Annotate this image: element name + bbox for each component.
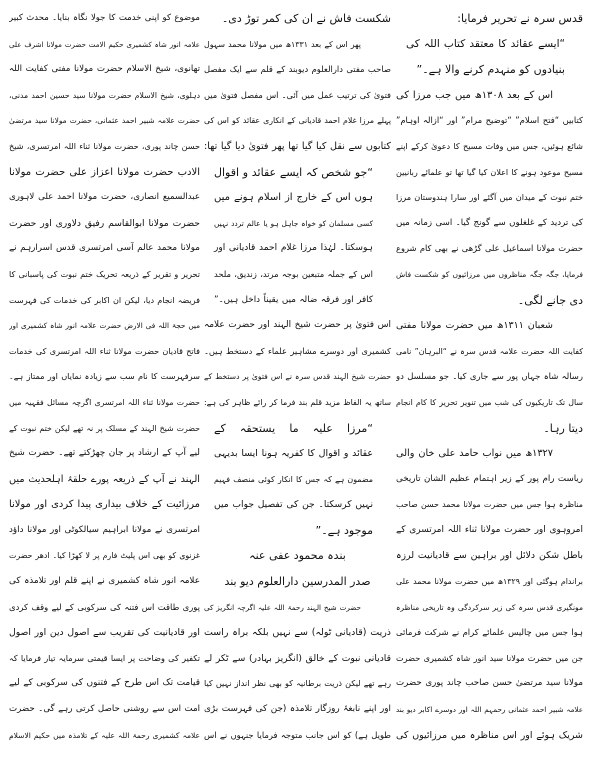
line-text: شائع ہوئیں، جس میں وفات مسیح کا دعویٰ کرکے اپنے [396,140,583,151]
line-text: “مرزا علیہ ما یستحقہ کے [214,421,373,435]
line-text: لیے آپ کے ارشاد پر جان چھڑکتے تھے۔ حضرت شیخ [9,448,200,459]
line-text: الہند نے آپ کے ذریعہ پورے حلقۂ اہلحدیث میں [9,473,200,485]
line-text: عبدالسمیع انصاری، حضرت مولانا احمد علی لاہوری [9,192,200,203]
text-line-middle [204,518,391,544]
line-text: فتویٰ کی ترتیب عمل میں آئی۔ اس مفصل فتویٰ میں [204,89,391,100]
text-line-right [396,492,583,518]
line-text: فاتح قادیان حضرت مولانا ثناء اللہ امرتسری کی خدمات [9,345,200,356]
text-line-middle [204,620,391,646]
text-line-left [9,83,200,109]
text-line-right [396,595,583,621]
line-text: پھر اس کے بعد ۱۳۳۱ھ میں مولانا محمد سہول [204,39,361,49]
line-text: کفایت اللہ حضرت علامہ قدس سرہ نے “البرہان” نامی [396,346,583,356]
text-line-left [9,211,200,237]
line-text: کسی مسلمان کو خواہ جاہل ہو یا عالم تردد نہیں [214,218,373,228]
line-text: قادیانی نبوت کے خالق (انگریز بہادر) سے ٹکر لے [204,652,391,664]
text-line-left [9,288,200,314]
line-text: قدس سرہ نے تحریر فرمایا: [457,12,583,25]
text-line-middle [204,236,391,262]
line-text: حضرت علامہ شبیر احمد عثمانی، حضرت مولانا سید مرتضیٰ [9,116,200,126]
text-line-middle [204,108,391,134]
line-text: علامہ انور شاہ کشمیری حکیم الامت حضرت مولانا اشرف علی [9,39,200,49]
line-text: طویل ہے) کو اس جانب متوجہ فرمایا جنہوں نے اس [204,729,391,740]
line-text: براندام ہوگئی اور ۱۳۲۹ھ میں حضرت مولانا محمد علی [396,577,583,587]
text-line-right [396,339,583,365]
line-text: موجود ہے۔” [315,523,373,537]
text-line-middle [204,185,391,211]
text-line-left [9,262,200,288]
line-text: سال تک تاریکیوں کی شب میں تنویر تحریر کا کام انجام [396,397,583,407]
text-line-middle [204,390,391,416]
line-text: “ایسے عقائد کا معتقد کتاب اللہ کی [406,37,565,50]
line-text: ختم نبوت کے میدان میں آگئے اور سارا ہندوستان مرزا [396,192,583,203]
line-text: قیامت تک اس طرح کے فتنوں کی سرکوبی کے لیے [9,678,200,689]
text-line-left [9,57,200,83]
text-line-right [396,364,583,390]
line-text: باطل شکن دلائل اور براہین سے قادیانیت لرزہ [396,550,583,562]
line-text: مضمون ہے کہ جس کا انکار کوئی منصف فہیم [214,474,373,484]
line-text: اور قادیانیت کی تقریب سے اصول دین اور اصول [9,627,200,639]
line-text: بندہ محمود عفی عنہ [249,549,346,563]
text-line-left [9,671,200,697]
column-left [9,6,200,748]
line-text: حضرت شیخ الہند رحمۃ اللہ علیہ اگرچہ انگریز کی [204,602,361,612]
text-line-right [396,671,583,697]
text-line-right [396,467,583,493]
text-line-right [396,441,583,467]
text-line-middle [204,6,391,32]
text-line-right [396,262,583,288]
line-text: پہلے مرزا غلام احمد قادیانی کے انکاری عقائد کو اس کی [204,116,391,126]
text-line-right [396,211,583,237]
text-line-middle [204,83,391,109]
text-line-right [396,185,583,211]
line-text: شریک ہوئے اور اس مناظرہ میں مرزائیوں کی [396,729,583,741]
line-text: حضرت مولانا ابوالقاسم رفیق دلاوری اور حضرت [9,217,200,229]
line-text: جن میں حضرت مولانا سید انور شاہ کشمیری حضرت [396,652,583,663]
line-text: “جو شخص کہ ایسے عقائد و اقوال [214,165,373,179]
line-text: ہوا جس میں چالیس علمائے کرام نے شرکت فرمائی [396,627,583,638]
line-text: امروہوی اور حضرت مولانا ثناء اللہ امرتسری کے [396,524,583,535]
line-text: صدر المدرسین دارالعلوم دیو بند [224,575,371,589]
text-line-right [396,108,583,134]
text-line-right [396,390,583,416]
line-text: اس کے بعد ۱۳۰۸ھ میں جب مرزا کی [396,89,553,101]
text-line-left [9,492,200,518]
line-text: فریضہ انجام دیا، لیکن ان اکابر کی خدمات کی فہرست [9,294,200,305]
text-line-left [9,390,200,416]
text-line-left [9,108,200,134]
line-text: نہیں کرسکتا۔ جن کی تفصیل جواب میں [214,499,373,511]
text-line-middle [204,32,391,58]
text-line-right [396,569,583,595]
line-text: ۱۳۲۷ھ میں نواب حامد علی خان والی [396,448,553,460]
text-line-left [9,723,200,749]
text-line-middle [204,339,391,365]
line-text: کتابوں سے نقل کیا گیا تھا پھر فتویٰ دیا گیا تھا: [204,140,391,152]
text-line-middle [204,416,391,442]
text-line-right [396,32,583,58]
text-line-middle [204,160,391,186]
text-line-middle [204,313,391,339]
line-text: ہوں اس کے خارج از اسلام ہونے میں [214,192,373,204]
text-line-left [9,134,200,160]
text-line-left [9,543,200,569]
text-line-left [9,160,200,186]
line-text: دہلوی، شیخ الاسلام حضرت مولانا سید حسین احمد مدنی، [9,90,200,100]
line-text: علامہ انور شاہ کشمیری نے اپنے قلم اور تلامذہ کی [9,576,200,587]
text-line-middle [204,595,391,621]
text-line-right [396,57,583,83]
text-line-right [396,134,583,160]
line-text: غزنوی کو بھی اس پلیٹ فارم پر لا کھڑا کیا۔ ادھر حضرت [9,551,200,561]
text-line-left [9,339,200,365]
text-line-middle [204,288,391,314]
text-line-middle [204,492,391,518]
line-text: دی جانے لگی۔ [517,293,583,307]
line-text: کشمیری اور دوسرے مشاہیر علماء کے دستخط ہیں۔ [204,345,391,356]
text-line-right [396,416,583,442]
text-line-left [9,364,200,390]
line-text: صاحب مفتی دارالعلوم دیوبند کے قلم سے ایک مفصل [204,64,391,75]
line-text: اور اپنے نابغۂ روزگار تلامذہ (جن کی فہرست بڑی [204,704,391,715]
text-line-middle [204,543,391,569]
text-line-middle [204,57,391,83]
line-text: ذریت (قادیانی ٹولہ) سے نہیں بلکہ براہ راست [204,627,391,639]
line-text: مناظرہ ہوا جس میں حضرت مولانا محمد حسن صاحب [396,500,583,510]
line-text: امرتسری نے مولانا ابراہیم سیالکوٹی اور مولانا داؤد [9,524,200,535]
line-text: پوری طاقت اس فتنہ کی سرکوبی کے لیے وقف کردی [9,601,200,612]
line-text: حسن چاند پوری، حضرت مولانا ثناء اللہ امرتسری، شیخ [9,140,200,151]
column-right [396,6,583,748]
text-line-left [9,595,200,621]
text-line-middle [204,646,391,672]
line-text: ساتھ یہ الفاظ مزید قلم بند فرما کر رائے ظاہر کی ہے: [204,397,391,407]
column-middle [204,6,391,748]
text-line-right [396,543,583,569]
text-line-right [396,83,583,109]
text-line-middle [204,723,391,749]
line-text: ریاست رام پور کے زیر اہتمام عظیم الشان تاریخی [396,473,583,484]
text-line-middle [204,262,391,288]
text-line-left [9,416,200,442]
line-text: اس فتویٰ پر حضرت شیخ الہند اور حضرت علامہ [204,320,391,331]
text-line-middle [204,569,391,595]
line-text: مسیح موعود ہونے کا اعلان کیا گیا تھا تو علمائے ربانیین [396,167,583,177]
text-line-right [396,236,583,262]
line-text: امت اس سے روشنی حاصل کرتی رہے گی۔ حضرت [9,704,200,715]
line-text: میں حجۃ اللہ فی الارض حضرت علامہ انور شاہ کشمیری اور [9,321,200,331]
text-line-left [9,569,200,595]
text-line-right [396,288,583,314]
line-text: سرفہرست کا نام سب سے زیادہ نمایاں اور ممتاز ہے۔ [9,371,200,382]
text-line-right [396,160,583,186]
text-line-left [9,697,200,723]
text-line-left [9,518,200,544]
text-line-left [9,6,200,32]
text-line-middle [204,441,391,467]
text-line-middle [204,467,391,493]
line-text: تھانوی، شیخ الاسلام حضرت مولانا مفتی کفایت اللہ [9,64,200,75]
line-text: عقائد و اقوال کا کفریہ ہونا ایسا بدیہی [214,448,373,460]
text-line-middle [204,697,391,723]
text-line-right [396,6,583,32]
line-text: الادب حضرت مولانا اعزاز علی حضرت مولانا [9,166,200,178]
text-line-middle [204,671,391,697]
line-text: مرزائیت کے خلاف بیداری پیدا کردی اور مولانا [9,499,200,511]
text-line-right [396,313,583,339]
line-text: اس کے جملہ متبعین بوجہ مرتد، زندیق، ملحد [214,268,373,279]
line-text: فرمایا، جگہ جگہ مناظروں میں مرزائیوں کو شکست فاش [396,269,583,279]
line-text: حضرت مولانا اسماعیل علی گڑھی نے بھی کام شروع [396,243,583,254]
text-line-right [396,646,583,672]
text-line-left [9,185,200,211]
text-line-middle [204,364,391,390]
line-text: ہوسکتا۔ لہٰذا مرزا غلام احمد قادیانی اور [214,243,373,254]
text-line-left [9,620,200,646]
text-line-left [9,313,200,339]
line-text: علامہ کشمیری رحمۃ اللہ علیہ کے تلامذہ میں حکیم الاسلام [9,730,200,740]
line-text: علامہ شبیر احمد عثمانی رحمہم اللہ اور دوسرے اکابر دیو بند [396,705,583,715]
text-line-left [9,32,200,58]
line-text: کتابیں “فتح اسلام” “توضیح مرام” اور “ازالہ اوہام” [396,115,583,126]
line-text: حضرت مولانا ثناء اللہ امرتسری اگرچہ مسائل فقہیہ میں [9,397,200,407]
line-text: مونگیری قدس سرہ کی زیر سرکردگی وہ تاریخی مناظرہ [396,602,583,612]
line-text: موضوع کو اپنی خدمت کا جولا نگاہ بنایا۔ محدث کبیر [9,13,200,23]
text-line-left [9,441,200,467]
line-text: کی تردید کے غلغلوں سے گونج گیا۔ اسی زمانہ میں [396,217,583,228]
line-text: دیتا رہا۔ [543,421,583,435]
text-line-left [9,646,200,672]
line-text: تکفیر کی وضاحت پر ایسا قیمتی سرمایہ تیار فرمایا کہ [9,652,200,663]
line-text: بنیادوں کو منہدم کرنے والا ہے۔” [416,63,565,77]
text-line-right [396,620,583,646]
text-line-middle [204,211,391,237]
line-text: تحریر و تقریر کے ذریعہ تحریک ختم نبوت کی پاسبانی کا [9,269,200,279]
text-line-right [396,518,583,544]
line-text: حضرت شیخ الہند کے مسلک پر نہ تھے لیکن ختم نبوت کے [9,423,200,433]
line-text: رہے تھے لیکن ذریت برطانیہ کو بھی نظر انداز نہیں کیا [204,678,391,689]
line-text: حضرت شیخ الہند قدس سرہ نے اس فتویٰ پر دستخط کے [204,372,391,382]
text-line-right [396,723,583,749]
line-text: مولانا محمد عالم آسی امرتسری قدس اسرارہم نے [9,243,200,254]
line-text: رسالہ شاہ جہاں پور سے جاری کیا۔ جو مسلسل دو [396,371,583,382]
text-line-left [9,236,200,262]
line-text: شعبان ۱۳۱۱ھ میں حضرت مولانا مفتی [396,320,553,332]
line-text: شکست فاش نے ان کی کمر توڑ دی۔ [221,12,391,25]
line-text: کافر اور فرقہ ضالہ میں یقیناً داخل ہیں۔” [214,294,373,305]
text-line-right [396,697,583,723]
text-line-left [9,467,200,493]
line-text: مولانا سید مرتضیٰ حسن صاحب چاند پوری حضرت [396,678,583,689]
text-line-middle [204,134,391,160]
